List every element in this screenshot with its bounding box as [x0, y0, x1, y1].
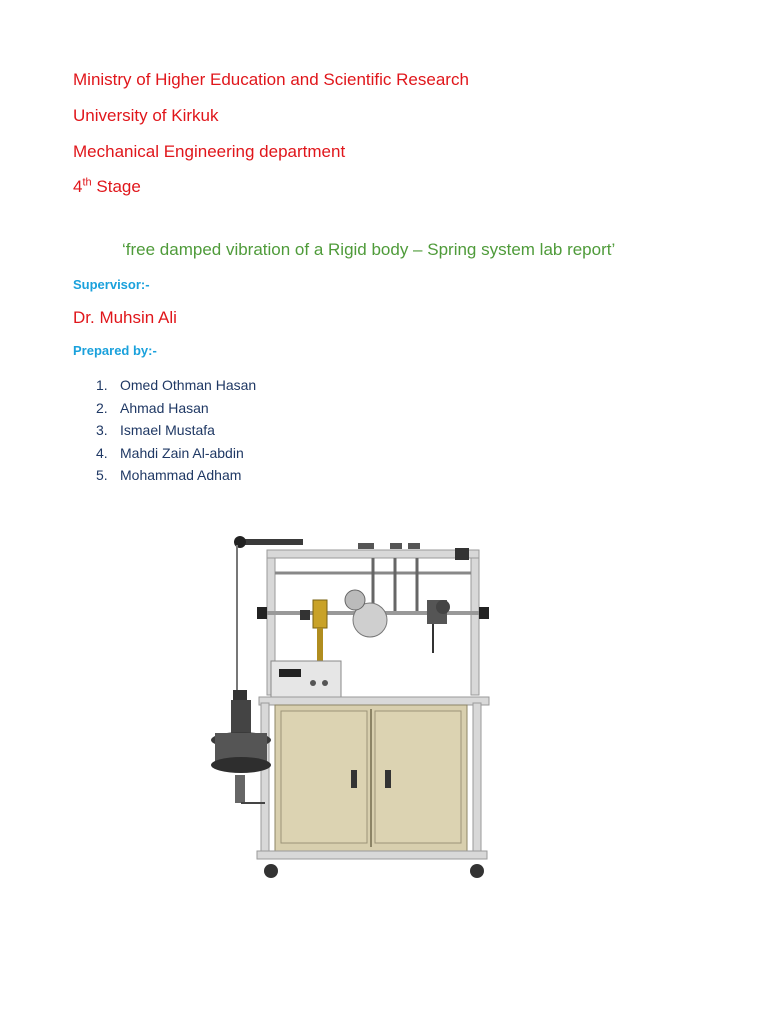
stage-line — [73, 177, 141, 197]
vibration-apparatus-photo — [205, 525, 505, 885]
list-number: 1. — [96, 377, 108, 393]
stage-word: Stage — [91, 177, 141, 196]
ministry-line: Ministry of Higher Education and Scientific Research — [73, 70, 469, 89]
member-name: Ahmad Hasan — [120, 399, 209, 416]
members-list — [96, 374, 256, 487]
list-number: 5. — [96, 467, 108, 483]
member-name: Mahdi Zain Al-abdin — [120, 444, 244, 461]
university-line: University of Kirkuk — [73, 106, 219, 125]
list-number: 4. — [96, 444, 108, 461]
member-name: Omed Othman Hasan — [120, 377, 257, 393]
list-number: 3. — [96, 422, 108, 438]
list-number: 2. — [96, 399, 108, 416]
list-item — [96, 419, 256, 442]
prepared-label: Prepared by:- — [73, 343, 157, 358]
list-item — [96, 464, 256, 487]
list-item — [96, 442, 256, 465]
member-name: Mohammad Adham — [120, 467, 242, 483]
supervisor-label: Supervisor:- — [73, 277, 150, 292]
stage-suffix: th — [82, 176, 92, 189]
department-line: Mechanical Engineering department — [73, 142, 346, 161]
member-name: Ismael Mustafa — [120, 422, 215, 438]
supervisor-name: Dr. Muhsin Ali — [73, 308, 177, 327]
list-item — [96, 374, 256, 397]
stage-number: 4 — [73, 177, 83, 196]
list-item — [96, 397, 256, 420]
report-title: ‘free damped vibration of a Rigid body – Spring system lab report’ — [122, 240, 616, 259]
